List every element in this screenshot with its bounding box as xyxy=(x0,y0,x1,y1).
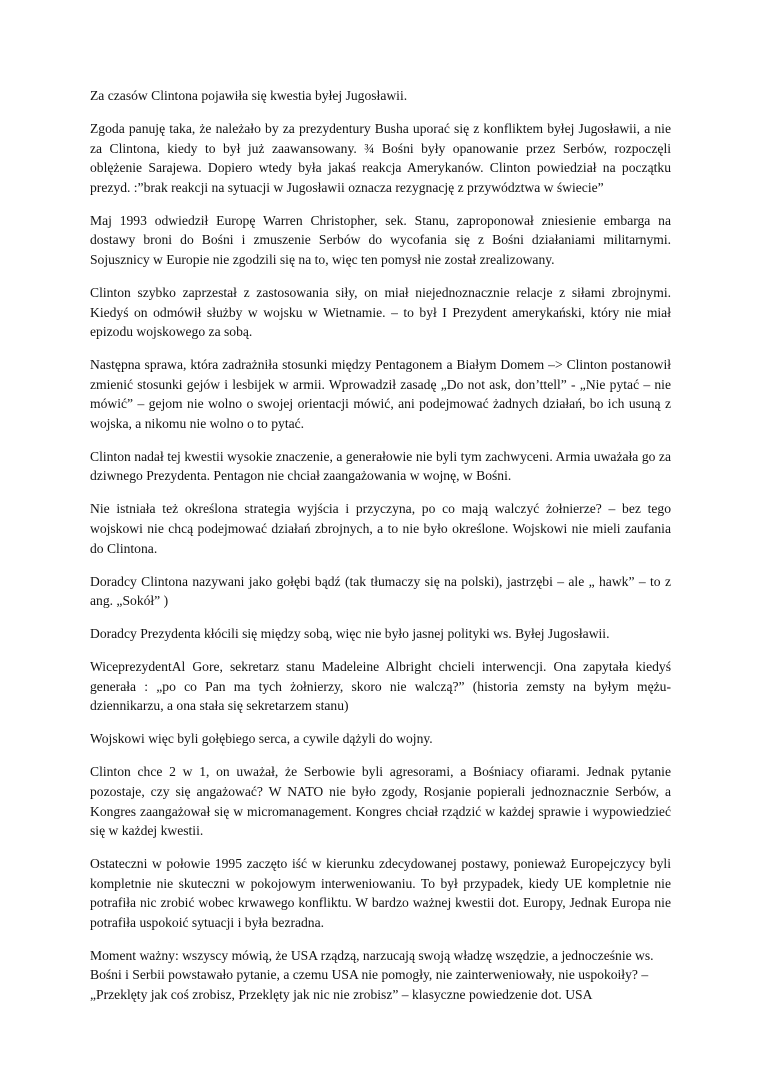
paragraph-8: Doradcy Clintona nazywani jako gołębi bądź (tak tłumaczy się na polski), jastrzębi – ale „ hawk” – to z ang. „Sokół” ) xyxy=(90,573,671,609)
document-page xyxy=(90,86,671,1018)
paragraph-11: Wojskowi więc byli gołębiego serca, a cywile dążyli do wojny. xyxy=(90,731,433,747)
paragraph-14: Moment ważny: wszyscy mówią, że USA rządzą, narzucają swoją władzę wszędzie, a jednocześnie ws. Bośni i Serbii powstawało pytanie, a czemu USA nie pomogły, nie zainterweniowały, nie uspokoiły? – „Przeklęty jak coś zrobisz, Przeklęty jak nic nie zrobisz” – klasyczne powiedzenie dot. USA xyxy=(90,947,654,1003)
paragraph-13: Ostateczni w połowie 1995 zaczęto iść w kierunku zdecydowanej postawy, ponieważ Europejczycy byli kompletnie nie skuteczni w pokojowym interweniowaniu. To był przypadek, kiedy UE kompletnie nie potrafiła nic zrobić wobec krwawego konfliktu. W bardzo ważnej kwestii dot. Europy, Jednak Europa nie potrafiła uspokoić sytuacji i była bezradna. xyxy=(90,856,671,930)
paragraph-2: Zgoda panuję taka, że należało by za prezydentury Busha uporać się z konfliktem byłej Jugosławii, a nie za Clintona, kiedy to był już zaawansowany. ¾ Bośni były opanowanie przez Serbów, rozpoczęli oblężenie Sarajewa. Dopiero wtedy była jakaś reakcja Amerykanów. Clinton powiedział na początku prezyd. :”brak reakcji na sytuacji w Jugosławii oznacza rezygnację z przywództwa w świecie” xyxy=(90,120,671,195)
paragraph-3: Maj 1993 odwiedził Europę Warren Christopher, sek. Stanu, zaproponował zniesienie embarga na dostawy broni do Bośni i zmuszenie Serbów do wycofania się z Bośni działaniami militarnymi. Sojusznicy w Europie nie zgodzili się na to, więc ten pomysł nie został zrealizowany. xyxy=(90,212,671,267)
paragraph-7: Nie istniała też określona strategia wyjścia i przyczyna, po co mają walczyć żołnierze? – bez tego wojskowi nie chcą podejmować działań zbrojnych, a to nie było określone. Wojskowi nie mieli zaufania do Clintona. xyxy=(90,501,671,556)
paragraph-1: Za czasów Clintona pojawiła się kwestia byłej Jugosławii. xyxy=(90,88,408,103)
paragraph-10: WiceprezydentAl Gore, sekretarz stanu Madeleine Albright chcieli interwencji. Ona zapytała kiedyś generała : „po co Pan ma tych żołnierzy, skoro nie walczą?” (historia zemsty na byłym mężu-dziennikarzu, a ona stała się sekretarzem stanu) xyxy=(90,659,671,714)
paragraph-4: Clinton szybko zaprzestał z zastosowania siły, on miał niejednoznacznie relacje z siłami zbrojnymi. Kiedyś on odmówił służby w wojsku w Wietnamie. – to był I Prezydent amerykański, który nie miał epizodu wojskowego za sobą. xyxy=(90,284,671,340)
paragraph-5: Następna sprawa, która zadrażniła stosunki między Pentagonem a Białym Domem –> Clinton postanowił zmienić stosunki gejów i lesbijek w armii. Wprowadził zasadę „Do not ask, don’ttell” - „Nie pytać – nie mówić” – gejom nie wolno o swojej orientacji mówić, ani podejmować żadnych działań, bo ich usuną z wojska, a nikomu nie wolno o to pytać. xyxy=(90,357,671,431)
paragraph-9: Doradcy Prezydenta kłócili się między sobą, więc nie było jasnej polityki ws. Byłej Jugosławii. xyxy=(90,626,610,642)
paragraph-6: Clinton nadał tej kwestii wysokie znaczenie, a generałowie nie byli tym zachwyceni. Armia uważała go za dziwnego Prezydenta. Pentagon nie chciał zaangażowania w wojnę, w Bośni. xyxy=(90,448,671,484)
paragraph-12: Clinton chce 2 w 1, on uważał, że Serbowie byli agresorami, a Bośniacy ofiarami. Jednak pytanie pozostaje, czy się angażować? W NATO nie było zgody, Rosjanie popierali jednoznacznie Serbów, a Kongres zaangażował się w micromanagement. Kongres chciał rządzić w każdej sprawie i wypowiedzieć się w każdej kwestii. xyxy=(90,764,671,839)
